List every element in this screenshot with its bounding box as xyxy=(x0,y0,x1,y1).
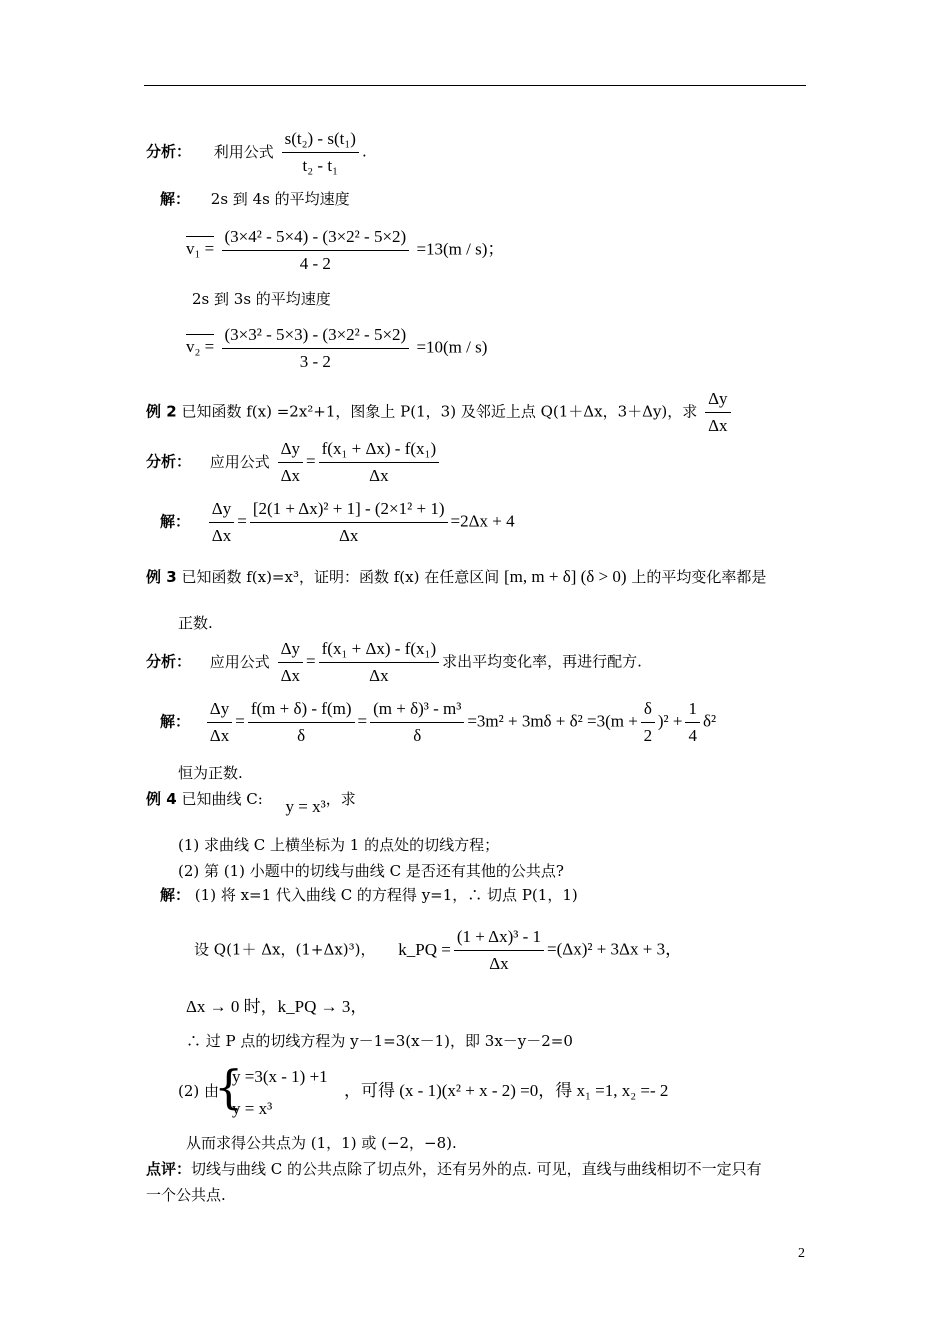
example-4-answer-2: (2) 由 xyxy=(178,1082,220,1100)
question-2: (2) 第 (1) 小题中的切线与曲线 C 是否还有其他的公共点? xyxy=(178,862,564,880)
example-4-slope: 设 Q(1＋ Δx，(1+Δx)³)， k_PQ = $\frac{\text{(1 + Δx)³ - 1}}{\Delta x}$ =(Δx)² + 3Δx + 3， xyxy=(194,927,683,973)
example-2-analysis: 分析： 应用公式 $\frac{\Delta y}{\Delta x}$ = $\frac{\text{f(x₁ + Δx) - f(x₁)}}{\Delta x}$ xyxy=(146,438,442,487)
example-3-analysis: 分析： 应用公式 $\frac{\Delta y}{\Delta x}$ = $\frac{\text{f(x₁ + Δx) - f(x₁)}}{\Delta x}$ 求出平均变化率，再进行配方. xyxy=(146,639,642,685)
velocity-2-formula: v₂ = $\frac{\text{(3×3² - 5×3) - (3×2² - 5×2)}}{3 - 2}$ =10(m / s) xyxy=(186,325,488,371)
system-equation-1: y =3(x - 1) +1 xyxy=(232,1067,328,1086)
question-1: (1) 求曲线 C 上横坐标为 1 的点处的切线方程； xyxy=(178,836,500,854)
solution-1-line2: 2s 到 3s 的平均速度 xyxy=(192,290,331,308)
comment: 点评：切线与曲线 C 的公共点除了切点外，还有另外的点. 可见，直线与曲线相切不一定只有 xyxy=(146,1160,762,1178)
example-2-statement: 例 2 已知函数 f(x) =2x²+1，图象上 P(1，3) 及邻近上点 Q(1＋Δx，3＋Δy)，求 $\frac{\Delta y}{\Delta x}$ xyxy=(146,388,734,437)
example-4-answer-1: 解： (1) 将 x=1 代入曲线 C 的方程得 y=1，∴ 切点 P(1，1) xyxy=(160,886,578,904)
example-4-limit: Δx → 0 时，k_PQ → 3， xyxy=(186,997,368,1016)
example-3-conclusion: 恒为正数. xyxy=(178,764,243,782)
system-brace: { xyxy=(214,1060,244,1114)
header-rule xyxy=(144,85,806,86)
example-3-solution: 解： $\frac{\Delta y}{\Delta x}$ = $\frac{f(m + \delta) - f(m)}{\delta}$ = $\frac{\text{(m + δ)³ - m³}}{\delta}$ =3m² + 3mδ + δ² =3(m + $\frac{\delta}{2}$ )² + $\frac{1}{4}$ δ² xyxy=(160,699,717,745)
velocity-1-formula: v₁ = $\frac{\text{(3×4² - 5×4) - (3×2² - 5×2)}}{4 - 2}$ =13(m / s)； xyxy=(186,227,505,273)
solution-1-line1: 解： 2s 到 4s 的平均速度 xyxy=(160,190,350,208)
example-3-statement: 例 3 已知函数 f(x)=x³，证明：函数 f(x) 在任意区间 [m, m + δ] (δ > 0) 上的平均变化率都是 xyxy=(146,567,767,586)
comment-cont: 一个公共点. xyxy=(146,1186,226,1204)
example-3-statement-cont: 正数. xyxy=(178,614,213,632)
example-4-tangent-line: ∴ 过 P 点的切线方程为 y－1=3(x－1)，即 3x－y－2=0 xyxy=(186,1032,573,1050)
example-4-roots: ，可得 (x - 1)(x² + x - 2) =0，得 x₁ =1, x₂ =- 2 xyxy=(344,1081,669,1100)
example-4-statement: 例 4 已知曲线 C: y = x³，求 xyxy=(146,790,356,816)
system-equation-2: y = x³ xyxy=(232,1099,273,1118)
page-number: 2 xyxy=(798,1246,805,1261)
example-2-solution: 解： $\frac{\Delta y}{\Delta x}$ = $\frac{\text{[2(1 + Δx)² + 1] - (2×1² + 1)}}{\Delta x}$ =2Δx + 4 xyxy=(160,499,515,545)
example-4-result: 从而求得公共点为 (1，1) 或 (−2，−8). xyxy=(186,1134,457,1152)
analysis-1: 分析： 利用公式 $\frac{\text{s(t₂) - s(t₁)}}{\text{t₂ - t₁}}$ . xyxy=(146,129,367,175)
formula-fraction: $\frac{\text{s(t₂) - s(t₁)}}{\text{t₂ - t₁}}$ xyxy=(282,128,359,177)
